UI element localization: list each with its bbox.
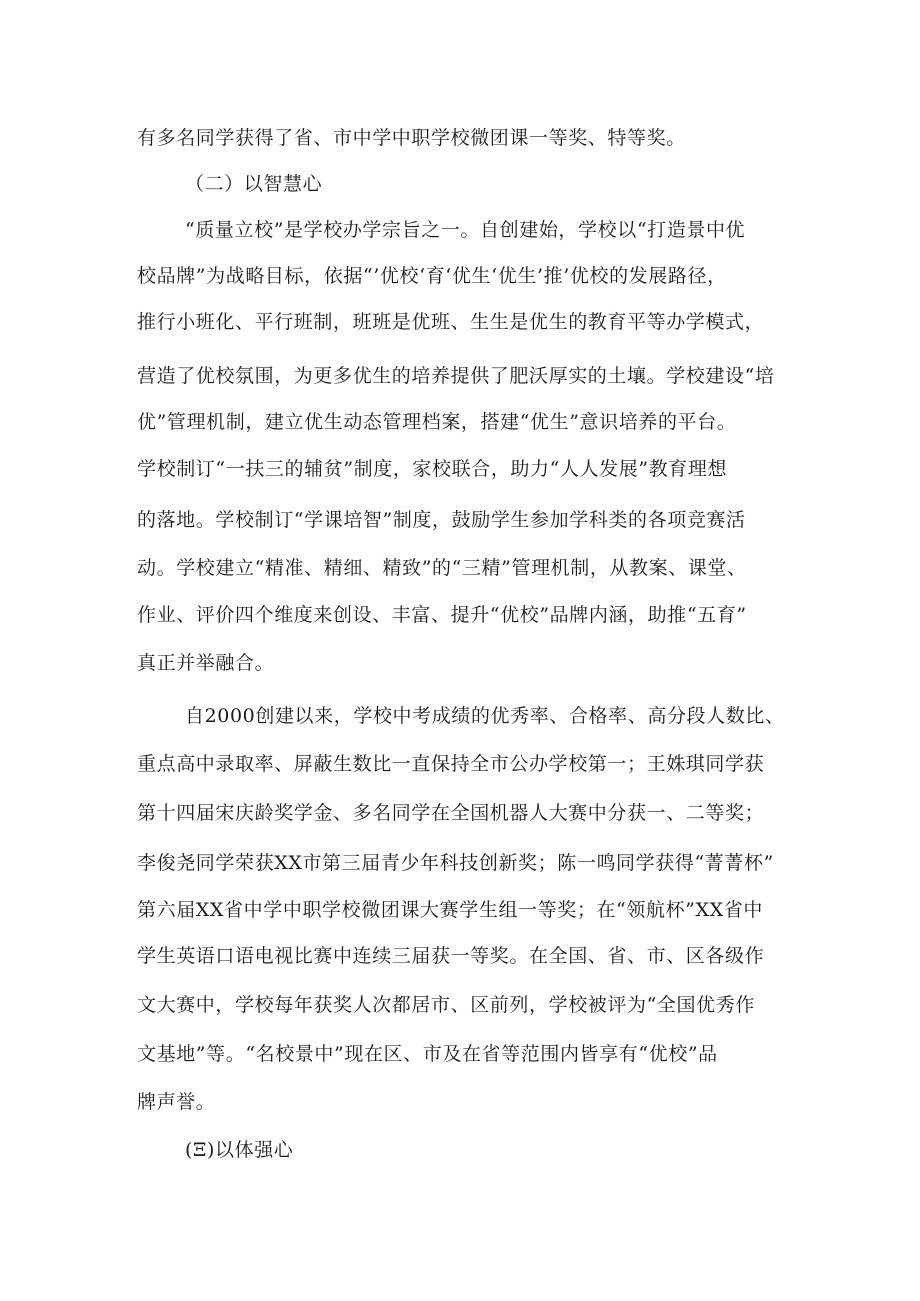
paragraph-2-line-2: 校品牌”为战略目标，依据“’优校‘育‘优生‘优生’推’优校的发展路径， xyxy=(137,265,727,287)
paragraph-1-line-1: 有多名同学获得了省、市中学中职学校微团课一等奖、特等奖。 xyxy=(137,127,686,149)
paragraph-2-line-1: “质量立校”是学校办学宗旨之一。自创建始，学校以“打造景中优 xyxy=(185,219,746,241)
paragraph-2-line-6: 学校制订“一扶三的辅贫”制度，家校联合，助力“人人发展”教育理想 xyxy=(137,458,728,480)
paragraph-3-line-2: 重点高中录取率、屏蔽生数比一直保持全市公办学校第一；王姝琪同学获 xyxy=(137,753,765,775)
paragraph-3-line-7: 文大赛中，学校每年获奖人次都居市、区前列，学校被评为“全国优秀作 xyxy=(137,994,755,1016)
paragraph-2-line-4: 营造了优校氛围，为更多优生的培养提供了肥沃厚实的土壤。学校建设“培 xyxy=(137,365,775,387)
paragraph-3-line-6: 学生英语口语电视比赛中连续三届获一等奖。在全国、省、市、区各级作 xyxy=(137,945,765,967)
paragraph-3-line-5: 第六届XX省中学中职学校微团课大赛学生组一等奖；在“领航杯”XX省中 xyxy=(137,899,763,921)
paragraph-2-line-3: 推行小班化、平行班制，班班是优班、生生是优生的教育平等办学模式， xyxy=(137,311,765,333)
paragraph-3-line-1: 自2000创建以来，学校中考成绩的优秀率、合格率、高分段人数比、 xyxy=(185,705,785,727)
paragraph-3-line-3: 第十四届宋庆龄奖学金、多名同学在全国机器人大赛中分获一、二等奖； xyxy=(137,802,765,824)
paragraph-3-line-8: 文基地”等。“名校景中”现在区、市及在省等范围内皆享有“优校”品 xyxy=(137,1043,718,1065)
section-heading-2: （二）以智慧心 xyxy=(185,173,323,195)
paragraph-2-line-9: 作业、评价四个维度来创设、丰富、提升“优校”品牌内涵，助推“五育” xyxy=(137,604,747,626)
paragraph-2-line-7: 的落地。学校制订“学课培智”制度，鼓励学生参加学科类的各项竞赛活 xyxy=(137,509,746,531)
paragraph-3-line-4: 李俊尧同学荣获XX市第三届青少年科技创新奖；陈一鸣同学获得“菁菁杯” xyxy=(137,852,774,874)
paragraph-3-line-9: 牌声誉。 xyxy=(137,1091,216,1113)
paragraph-2-line-8: 动。学校建立“精准、精细、精致”的“三精”管理机制，从教案、课堂、 xyxy=(137,557,747,579)
section-heading-3: (Ξ)以体强心 xyxy=(185,1139,294,1161)
paragraph-2-line-5: 优”管理机制，建立优生动态管理档案，搭建“优生”意识培养的平台。 xyxy=(137,411,737,433)
paragraph-2-line-10: 真正并举融合。 xyxy=(137,652,275,674)
